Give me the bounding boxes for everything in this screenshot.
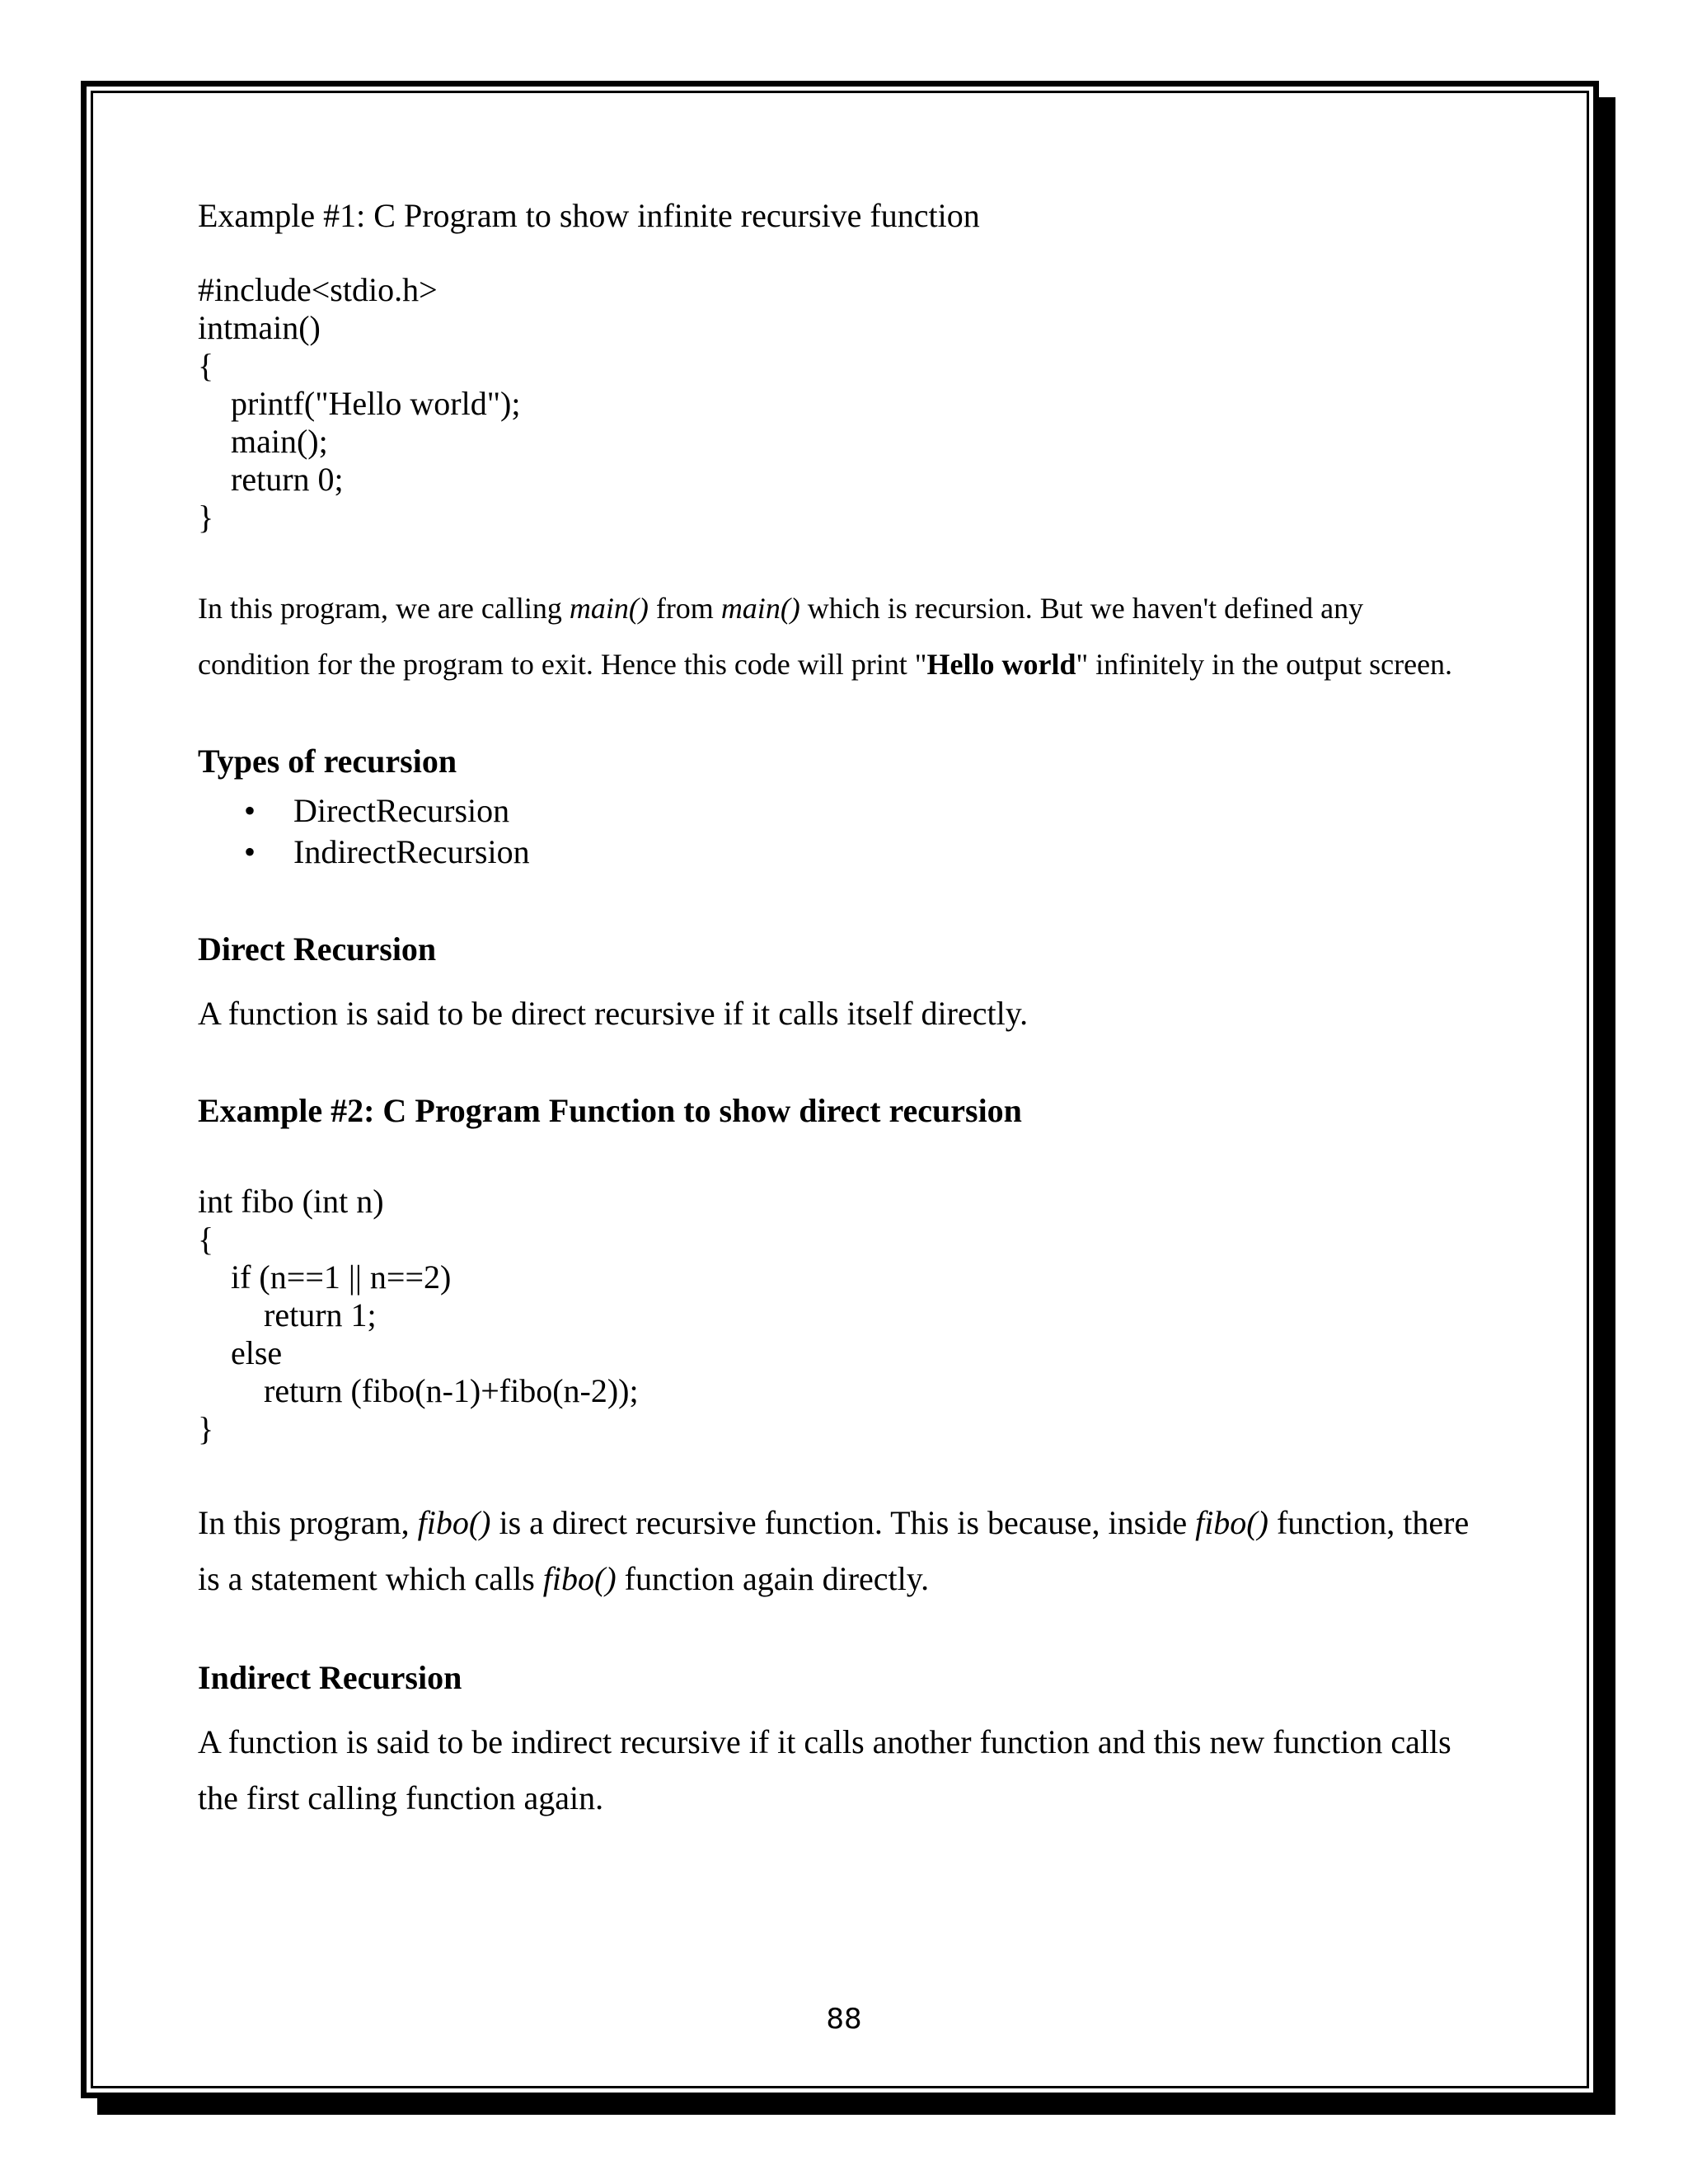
code1-line-2: intmain() <box>198 309 321 346</box>
types-heading: Types of recursion <box>198 743 457 780</box>
code2-line-4: return 1; <box>264 1296 377 1333</box>
para2-text: is a statement which calls <box>198 1560 543 1597</box>
indirect-text-line-1: A function is said to be indirect recursive if it calls another function and this new function calls <box>198 1723 1451 1760</box>
para1-text: from <box>648 592 721 625</box>
code2-line-6: return (fibo(n-1)+fibo(n-2)); <box>264 1372 639 1409</box>
code2-line-3: if (n==1 || n==2) <box>231 1258 452 1296</box>
code2-line-1: int fibo (int n) <box>198 1183 384 1220</box>
code1-line-5: main(); <box>231 423 328 460</box>
para1-line-2 <box>198 644 1452 684</box>
para1-text: condition for the program to exit. Hence this code will print " <box>198 648 927 681</box>
direct-text: A function is said to be direct recursive if it calls itself directly. <box>198 995 1029 1032</box>
example2-title: Example #2: C Program Function to show direct recursion <box>198 1092 1022 1129</box>
indirect-text-line-2: the first calling function again. <box>198 1779 604 1816</box>
para1-text: which is recursion. But we haven't defined any <box>799 592 1364 625</box>
para1-code-main: main() <box>569 592 649 625</box>
direct-heading: Direct Recursion <box>198 930 437 968</box>
code1-line-4: printf("Hello world"); <box>231 385 521 422</box>
code1-line-3: { <box>198 347 214 384</box>
bullet-icon: • <box>244 792 256 829</box>
para2-line-2 <box>198 1559 929 1599</box>
para2-text: function again directly. <box>616 1560 930 1597</box>
code2-line-7: } <box>198 1410 214 1447</box>
para1-code-main: main() <box>720 592 800 625</box>
bullet-icon: • <box>244 833 256 870</box>
page-number: 88 <box>826 2003 862 2036</box>
code2-line-5: else <box>231 1334 283 1371</box>
para2-code-fibo: fibo() <box>542 1560 617 1597</box>
para1-line-1 <box>198 588 1363 628</box>
example1-title: Example #1: C Program to show infinite recursive function <box>198 197 980 234</box>
types-item-1: DirectRecursion <box>293 792 510 829</box>
indirect-heading: Indirect Recursion <box>198 1659 462 1696</box>
para2-code-fibo: fibo() <box>417 1504 491 1541</box>
para2-text: In this program, <box>198 1504 418 1541</box>
code2-line-2: { <box>198 1221 214 1258</box>
para2-line-1 <box>198 1503 1469 1543</box>
para1-text: In this program, we are calling <box>198 592 570 625</box>
code1-line-1: #include<stdio.h> <box>198 271 438 308</box>
code1-line-7: } <box>198 499 214 536</box>
para1-text: " infinitely in the output screen. <box>1076 648 1453 681</box>
para2-text: is a direct recursive function. This is because, inside <box>490 1504 1196 1541</box>
para1-bold-hello: Hello world <box>926 648 1076 681</box>
para2-text: function, there <box>1268 1504 1470 1541</box>
types-item-2: IndirectRecursion <box>293 833 530 870</box>
para2-code-fibo: fibo() <box>1195 1504 1268 1541</box>
code1-line-6: return 0; <box>231 461 344 498</box>
